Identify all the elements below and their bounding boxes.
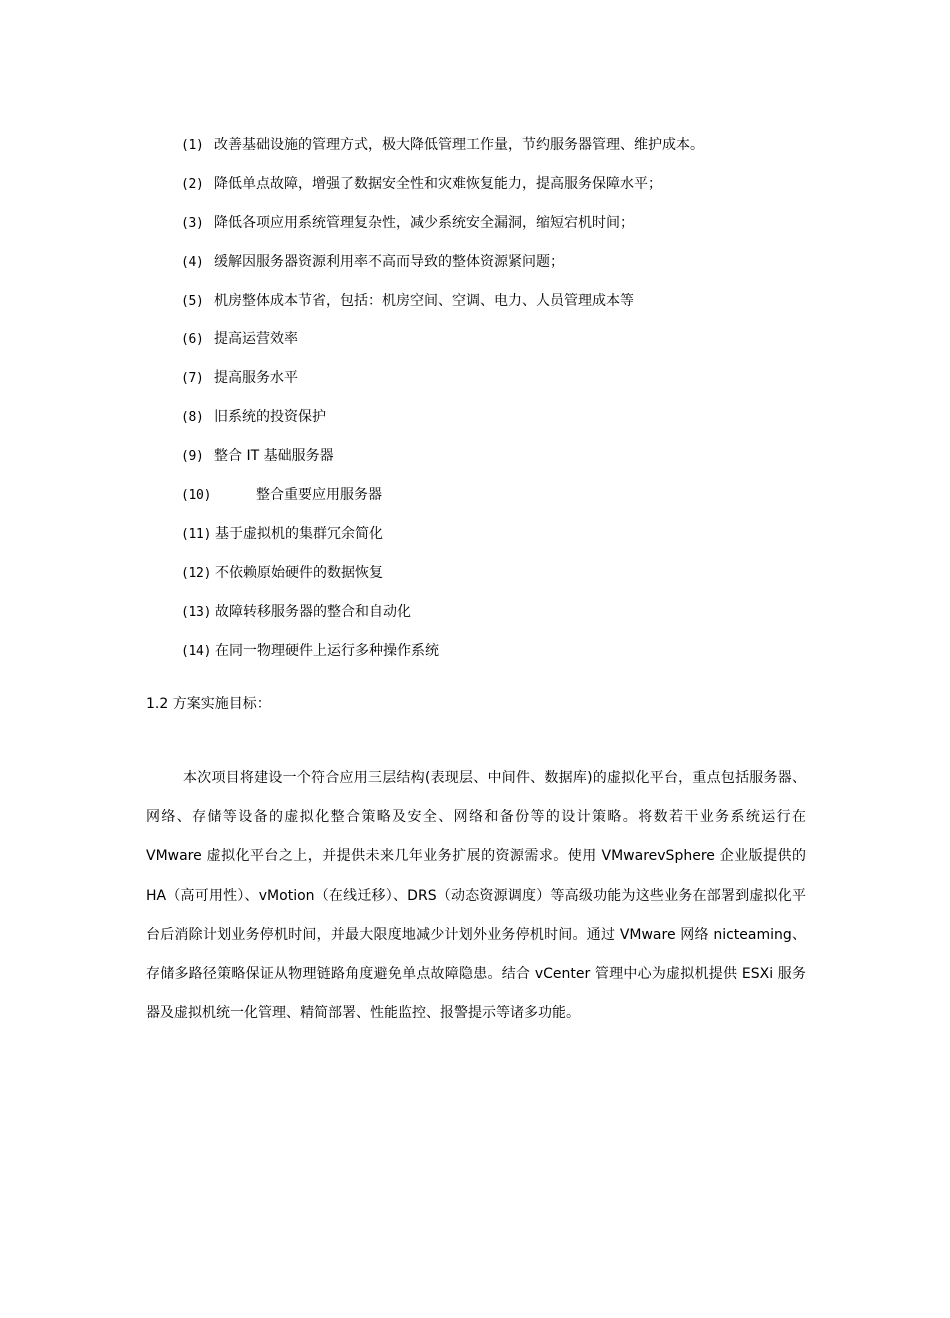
item-number: (6) (181, 332, 204, 348)
item-number: (11) (181, 526, 212, 542)
item-number: (5) (181, 293, 204, 309)
item-text: 改善基础设施的管理方式，极大降低管理工作量，节约服务器管理、维护成本。 (214, 137, 704, 153)
body-paragraph: 本次项目将建设一个符合应用三层结构(表现层、中间件、数据库)的虚拟化平台，重点包括服务器、网络、存储等设备的虚拟化整合策略及安全、网络和备份等的设计策略。将数若干业务系统运行在 VMware 虚拟化平台之上，并提供未来几年业务扩展的资源需求。使用 VMwarevSphere 企业版提供的 HA（高可用性）、vMotion（在线迁移）、DRS（动态资源调度）等高级功能为这些业务在部署到虚拟化平台后消除计划业务停机时间，并最大限度地减少计划外业务停机时间。通过 VMware 网络 nicteaming、存储多路径策略保证从物理链路角度避免单点故障隐患。结合 vCenter 管理中心为虚拟机提供 ESXi 服务器及虚拟机统一化管理、精简部署、性能监控、报警提示等诸多功能。 (146, 770, 806, 1022)
list-item (181, 366, 704, 405)
item-text: 降低各项应用系统管理复杂性，减少系统安全漏洞，缩短宕机时间； (214, 214, 634, 231)
item-number: (2) (181, 176, 204, 192)
list-item (181, 211, 704, 250)
item-number: (1) (181, 138, 204, 153)
list-item (181, 133, 704, 172)
benefit-list (181, 133, 704, 677)
list-item (181, 600, 704, 639)
list-item (181, 444, 704, 483)
item-text: 旧系统的投资保护 (214, 409, 326, 426)
item-number: (12) (181, 565, 212, 581)
list-item (181, 561, 704, 600)
item-number: (10) (181, 488, 212, 504)
item-text: 在同一物理硬件上运行多种操作系统 (215, 642, 439, 659)
list-item (181, 639, 704, 678)
item-text: 整合重要应用服务器 (256, 487, 382, 504)
item-text: 故障转移服务器的整合和自动化 (215, 603, 411, 620)
item-text: 不依赖原始硬件的数据恢复 (215, 564, 383, 581)
list-item (181, 405, 704, 444)
item-number: (8) (181, 410, 204, 426)
item-number: (14) (181, 643, 212, 659)
list-item (181, 172, 704, 211)
item-number: (13) (181, 604, 212, 620)
list-item (181, 522, 704, 561)
item-number: (9) (181, 449, 204, 465)
item-number: (3) (181, 215, 204, 231)
list-item (181, 483, 704, 522)
list-item (181, 250, 704, 289)
list-item (181, 289, 704, 328)
item-text: 降低单点故障，增强了数据安全性和灾难恢复能力，提高服务保障水平； (214, 175, 662, 192)
item-number: (7) (181, 371, 204, 387)
item-text: 提高运营效率 (214, 331, 298, 348)
section-heading: 1.2 方案实施目标： (146, 696, 271, 712)
item-text: 缓解因服务器资源利用率不高而导致的整体资源紧问题； (214, 253, 564, 270)
list-item (181, 327, 704, 366)
item-text: 基于虚拟机的集群冗余简化 (215, 525, 383, 542)
item-text: 整合 IT 基础服务器 (214, 448, 334, 465)
item-text: 机房整体成本节省，包括：机房空间、空调、电力、人员管理成本等 (214, 292, 634, 309)
item-number: (4) (181, 254, 204, 270)
item-text: 提高服务水平 (214, 370, 298, 387)
